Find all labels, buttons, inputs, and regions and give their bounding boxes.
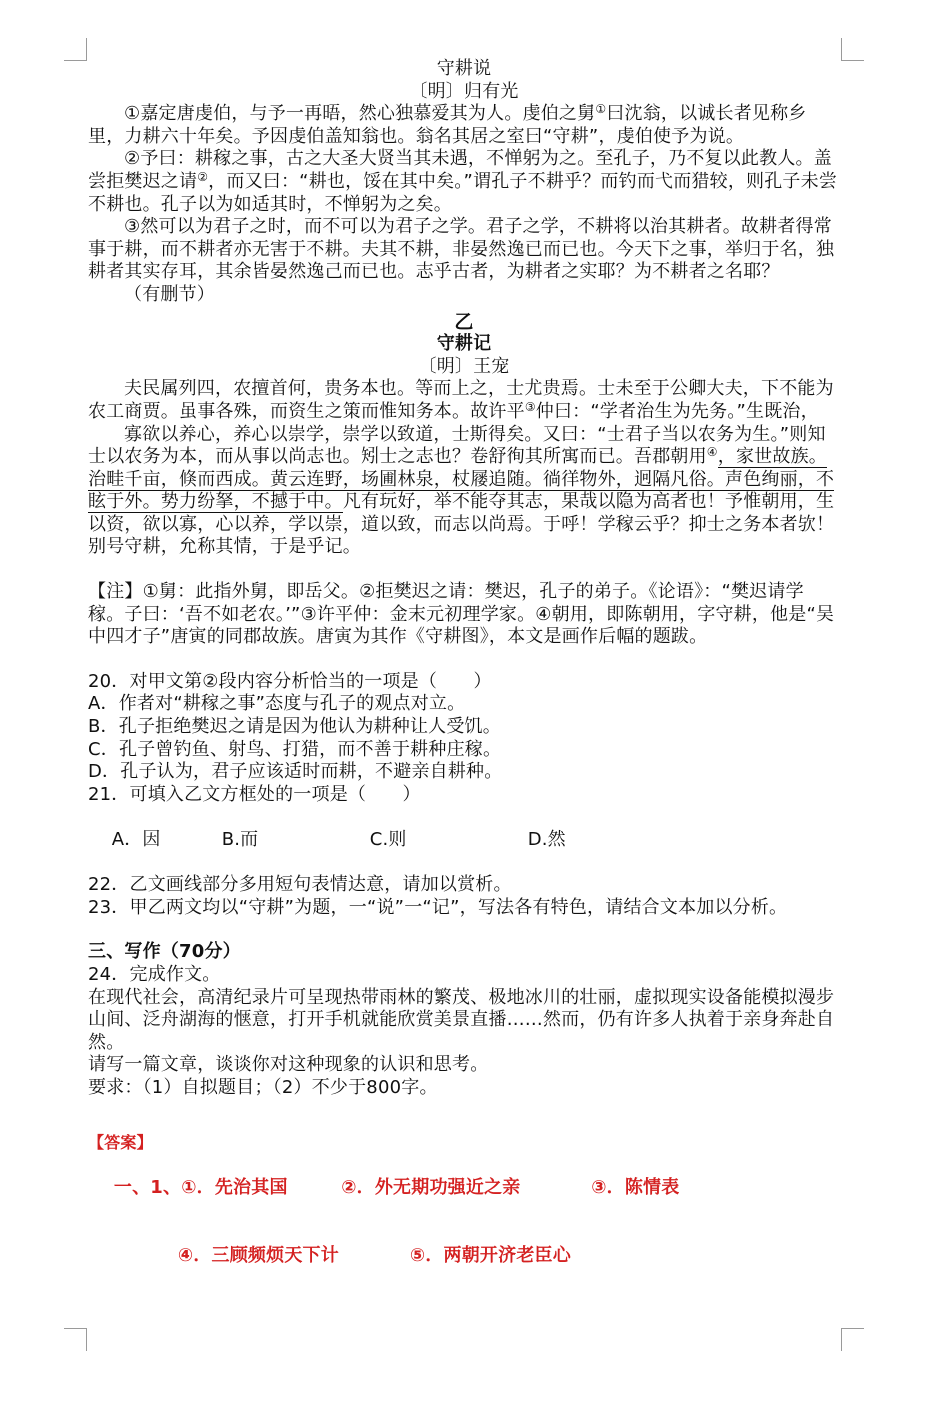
answer-item-5: ⑤．两朝开济老臣心 — [409, 1244, 571, 1266]
crop-mark-top-left — [64, 38, 87, 61]
question-22: 22．乙文画线部分多用短句表情达意，请加以赏析。 — [88, 874, 512, 896]
jia-p2-text-a: ②予曰：耕稼之事，古之大圣大贤当其未遇，不惮躬为之。至孔子，乃不复以此教人。盖尝拒樊迟之请 — [88, 148, 832, 192]
yi-underlined-passage: ，家世故族。治畦千亩，倏而西成。黄云连野，场圃林泉，杖屦追随。徜徉物外，迥隔凡俗。声色绚丽，不眩于外。势力纷拏，不撼于中。 — [88, 446, 835, 513]
footnote-ref-3: ③ — [524, 399, 536, 414]
footnote-ref-1: ① — [595, 102, 607, 117]
question-23: 23．甲乙两文均以“守耕”为题，一“说”一“记”，写法各有特色，请结合文本加以分析。 — [88, 896, 788, 918]
jia-title: 守耕说 — [436, 58, 492, 79]
q21-option-d: D.然 — [527, 829, 566, 850]
yi-paragraph-1 — [88, 378, 840, 423]
yi-label: 乙 — [454, 310, 474, 333]
yi-title: 守耕记 — [436, 333, 492, 355]
q21-option-b: B.而 — [221, 829, 259, 850]
writing-prompt: 在现代社会，高清纪录片可呈现热带雨林的繁茂、极地冰川的壮丽，虚拟现实设备能模拟漫步山间、泛舟湖海的惬意，打开手机就能欣赏美景直播……然而，仍有许多人执着于亲身奔赴自然。 — [88, 986, 835, 1053]
jia-paragraph-1 — [88, 103, 840, 148]
q20-option-c: C．孔子曾钓鱼、射鸟、打猎，而不善于耕种庄稼。 — [88, 738, 502, 760]
q20-option-d: D．孔子认为，君子应该适时而耕，不避亲自耕种。 — [88, 761, 503, 783]
answer-prefix: 一、1、 — [113, 1176, 182, 1198]
jia-abridged-note: （有删节） — [124, 283, 215, 305]
footnote-ref-4: ④ — [706, 445, 718, 460]
footnote-ref-2: ② — [197, 169, 209, 184]
yi-p1-text-b: 仲曰：“学者治生为先务。”生既治， — [535, 400, 819, 422]
answer-line-2 — [88, 1222, 840, 1290]
q21-options — [88, 806, 840, 874]
yi-p2-text-b: 凡有玩好，举不能夺其志，果哉以隐为高者也！予惟朝用，生以资，欲以寡，心以养，学以崇，道以致，而志以尚焉。于呼！学稼云乎？抑士之务本者欤！别号守耕，允称其情，于是乎记。 — [88, 491, 835, 558]
answer-label: 【答案】 — [88, 1132, 153, 1152]
crop-mark-bottom-left — [64, 1328, 87, 1351]
jia-paragraph-3: ③然可以为君子之时，而不可以为君子之学。君子之学，不耕将以治其耕者。故耕者得常事于耕，而不耕者亦无害于不耕。夫其不耕，非晏然逸已而已也。今天下之事，举归于名，独耕者其实存耳，其余皆晏然逸己而已也。志乎古者，为耕者之实耶？为不耕者之名耶？ — [88, 216, 835, 283]
answer-item-2: ②．外无期功强近之亲 — [341, 1176, 521, 1198]
writing-heading: 三、写作（70分） — [88, 941, 241, 963]
q20-option-a: A．作者对“耕稼之事”态度与孔子的观点对立。 — [88, 693, 466, 715]
question-20: 20．对甲文第②段内容分析恰当的一项是（ ） — [88, 670, 492, 692]
writing-requirements: 要求：（1）自拟题目；（2）不少于800字。 — [88, 1076, 438, 1098]
q21-option-c: C.则 — [369, 829, 407, 850]
crop-mark-top-right — [841, 38, 864, 61]
writing-task: 请写一篇文章，谈谈你对这种现象的认识和思考。 — [88, 1054, 489, 1076]
question-24: 24．完成作文。 — [88, 963, 221, 985]
crop-mark-bottom-right — [841, 1328, 864, 1351]
jia-paragraph-2 — [88, 148, 840, 216]
document-page — [88, 58, 840, 1290]
q21-option-a: A．因 — [111, 829, 161, 850]
answer-item-3: ③．陈情表 — [591, 1176, 680, 1198]
q20-option-b: B．孔子拒绝樊迟之请是因为他认为耕种让人受饥。 — [88, 716, 501, 738]
question-21: 21．可填入乙文方框处的一项是（ ） — [88, 783, 421, 805]
answer-item-1: ①．先治其国 — [181, 1176, 288, 1198]
jia-p1-text-b: 曰沈翁，以诚长者见称乡里，力耕六十年矣。予因虔伯盖知翁也。翁名其居之室曰“守耕”，虔伯使予为说。 — [88, 103, 807, 147]
yi-p1-text-a: 夫民属列四，农擅首何，贵务本也。等而上之，士尤贵焉。士未至于公卿大夫，下不能为农工商贾。虽事各殊，而资生之策而惟知务本。故许平 — [88, 378, 834, 422]
yi-paragraph-2 — [88, 424, 840, 560]
jia-p1-text-a: ①嘉定唐虔伯，与予一再晤，然心独慕爱其为人。虔伯之舅 — [124, 103, 596, 125]
answer-item-4: ④．三顾频烦天下计 — [177, 1244, 339, 1266]
jia-author: 〔明〕归有光 — [409, 80, 519, 102]
jia-p2-text-b: ，而又曰：“耕也，馁在其中矣。”谓孔子不耕乎？而钓而弋而猎较，则孔子未尝不耕也。孔子以为如适其时，不惮躬为之矣。 — [88, 170, 838, 215]
annotations: 【注】①舅：此指外舅，即岳父。②拒樊迟之请：樊迟，孔子的弟子。《论语》：“樊迟请学稼。子曰：‘吾不如老农。’”③许平仲：金末元初理学家。④朝用，即陈朝用，字守耕，他是“吴中四才子”唐寅的同郡故族。唐寅为其作《守耕图》，本文是画作后幅的题跋。 — [88, 581, 835, 648]
yi-p2-text-a: 寡欲以养心，养心以崇学，崇学以致道，士斯得矣。又曰：“士君子当以农务为生。”则知士以农务为本，而从事以尚志也。矧士之志也？卷舒徇其所寓而已。吾郡朝用 — [88, 423, 826, 468]
answer-line-1 — [88, 1154, 840, 1222]
yi-author: 〔明〕王宠 — [418, 355, 510, 377]
